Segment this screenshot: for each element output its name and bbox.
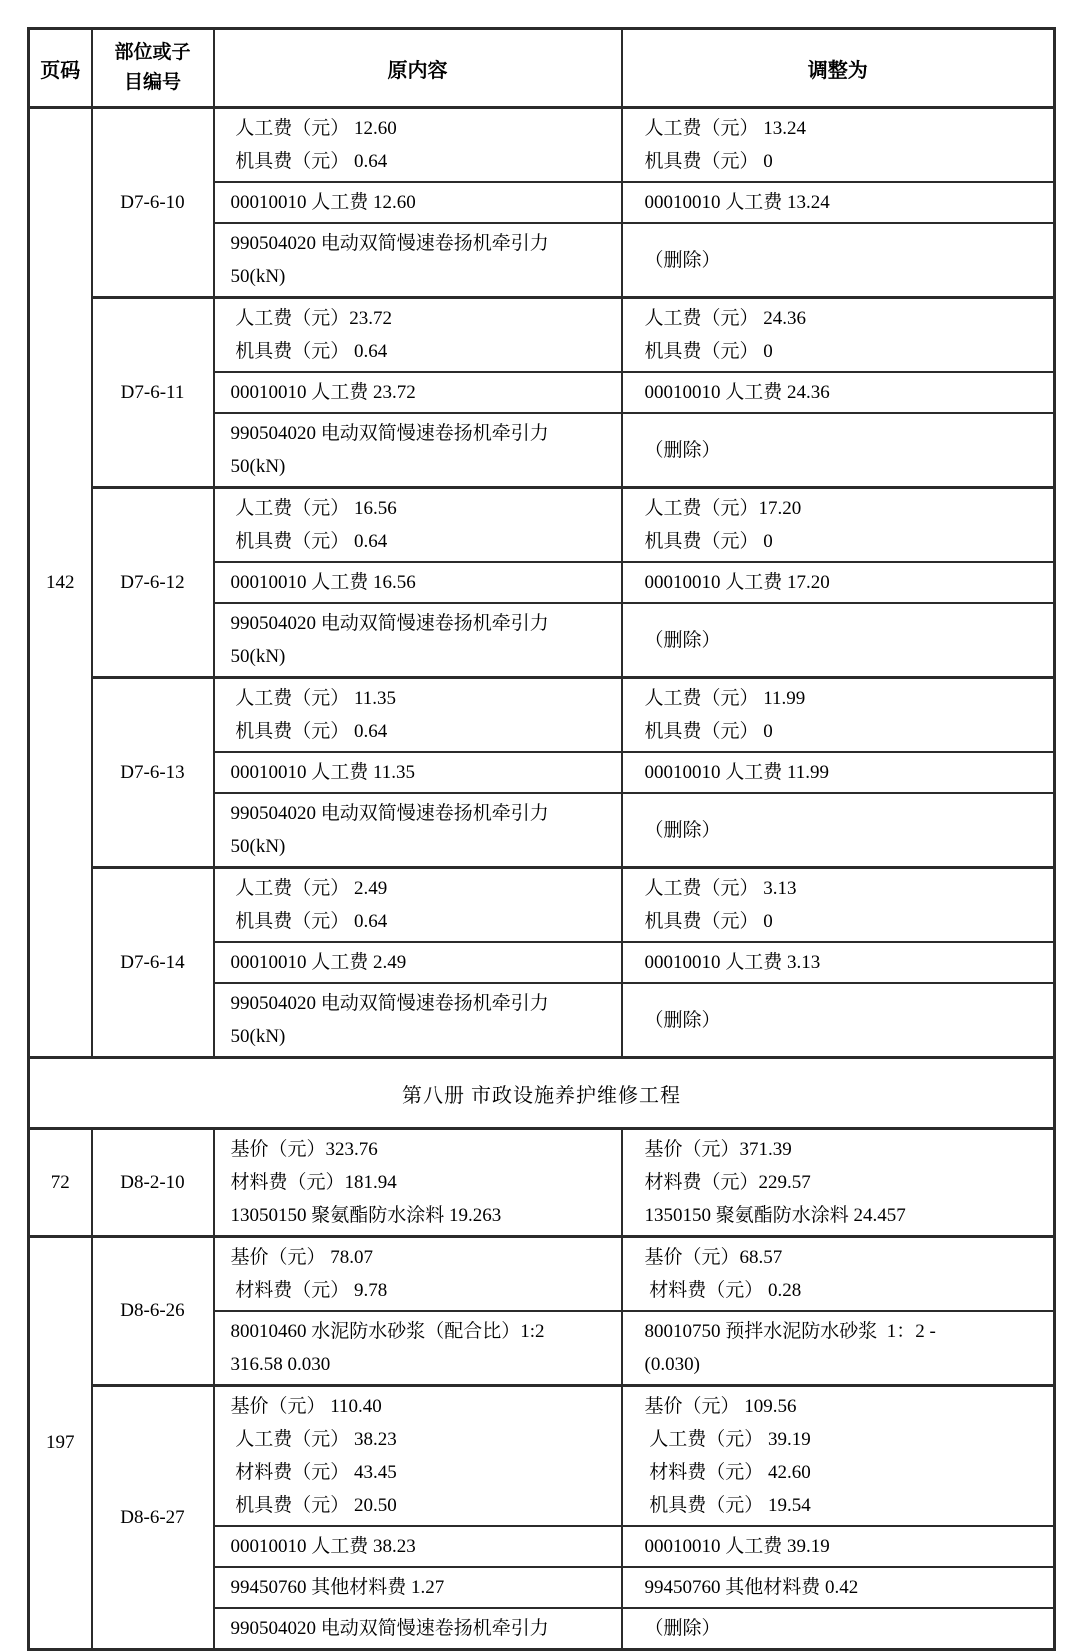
text-line: 00010010 人工费 39.19 [644,1536,830,1557]
section-title: 第八册 市政设施养护维修工程 [29,1058,1055,1129]
original-cell [214,1237,622,1312]
code-cell-d7-6-14: D7-6-14 [92,868,214,1058]
text-line: 00010010 人工费 11.35 [230,762,416,783]
text-line: 990504020 电动双简慢速卷扬机牵引力 [230,993,549,1014]
original-cell [214,942,622,983]
text-line: 人工费（元） 39.19 [644,1429,811,1450]
text-line: 基价（元） 78.07 [230,1247,374,1268]
text-line: 13050150 聚氨酯防水涂料 19.263 [230,1205,502,1226]
text-line: 00010010 人工费 3.13 [644,952,821,973]
text-line: （删除） [644,1009,721,1031]
text-line: 人工费（元） 3.13 [644,878,797,899]
original-cell [214,562,622,603]
adjusted-cell [622,298,1055,373]
text-line: 基价（元）68.57 [644,1247,783,1268]
text-line: 990504020 电动双简慢速卷扬机牵引力 [230,1618,549,1639]
code-cell-d8-2-10: D8-2-10 [92,1129,214,1237]
text-line: 机具费（元） 0 [644,531,773,552]
text-line: （删除） [644,249,721,271]
original-cell [214,372,622,413]
text-line: 人工费（元） 13.24 [644,118,807,139]
text-line: 50(kN) [230,1026,286,1047]
text-line: （删除） [644,439,721,461]
text-line: 部位或子 [114,42,191,63]
code-cell-d8-6-27: D8-6-27 [92,1386,214,1650]
adjusted-cell [622,1526,1055,1567]
text-line: 机具费（元） 0.64 [230,911,388,932]
text-line: 人工费（元）17.20 [644,498,802,519]
text-line: 机具费（元） 0 [644,911,773,932]
text-line: 00010010 人工费 2.49 [230,952,407,973]
adjusted-cell [622,1129,1055,1237]
text-line: 机具费（元） 20.50 [230,1495,397,1516]
text-line: 990504020 电动双简慢速卷扬机牵引力 [230,423,549,444]
text-line: 人工费（元） 11.35 [230,688,397,709]
table-row [29,678,1055,753]
adjusted-cell [622,942,1055,983]
adjusted-cell [622,1608,1055,1650]
adjusted-cell [622,562,1055,603]
header-page: 页码 [29,29,92,108]
text-line: 99450760 其他材料费 1.27 [230,1577,445,1598]
adjusted-cell [622,1567,1055,1608]
text-line: 990504020 电动双简慢速卷扬机牵引力 [230,803,549,824]
original-cell [214,793,622,868]
text-line: 00010010 人工费 23.72 [230,382,416,403]
text-line: 机具费（元） 0 [644,341,773,362]
text-line: 机具费（元） 0.64 [230,721,388,742]
text-line: （删除） [644,1618,721,1639]
adjusted-cell [622,488,1055,563]
text-line: 机具费（元） 0 [644,151,773,172]
code-cell-d7-6-11: D7-6-11 [92,298,214,488]
code-cell-d8-6-26: D8-6-26 [92,1237,214,1386]
original-cell [214,108,622,183]
original-cell [214,603,622,678]
text-line: 材料费（元）229.57 [644,1172,811,1193]
text-line: 99450760 其他材料费 0.42 [644,1577,859,1598]
original-cell [214,182,622,223]
text-line: 材料费（元）181.94 [230,1172,397,1193]
adjusted-cell [622,372,1055,413]
text-line: 材料费（元） 42.60 [644,1462,811,1483]
text-line: 材料费（元） 9.78 [230,1280,388,1301]
adjusted-cell [622,1311,1055,1386]
original-cell [214,1567,622,1608]
text-line: 00010010 人工费 38.23 [230,1536,416,1557]
adjusted-cell [622,793,1055,868]
text-line: 人工费（元） 16.56 [230,498,397,519]
adjusted-cell [622,108,1055,183]
text-line: 基价（元） 109.56 [644,1396,797,1417]
original-cell [214,1129,622,1237]
page-cell-197: 197 [29,1237,92,1650]
original-cell [214,223,622,298]
original-cell [214,752,622,793]
header-adjusted: 调整为 [622,29,1055,108]
text-line: 目编号 [123,72,181,93]
text-line: 机具费（元） 0 [644,721,773,742]
original-cell [214,1608,622,1650]
original-cell [214,1311,622,1386]
text-line: 80010460 水泥防水砂浆（配合比）1:2 [230,1321,545,1342]
text-line: 机具费（元） 0.64 [230,531,388,552]
adjusted-cell [622,603,1055,678]
text-line: 人工费（元）23.72 [230,308,393,329]
text-line: 50(kN) [230,836,286,857]
table-row [29,488,1055,563]
text-line: 00010010 人工费 17.20 [644,572,830,593]
table-row [29,868,1055,943]
table-row [29,108,1055,183]
adjusted-cell [622,678,1055,753]
text-line: 00010010 人工费 24.36 [644,382,830,403]
text-line: 人工费（元） 2.49 [230,878,388,899]
table-row [29,1386,1055,1527]
section-title-row [29,1058,1055,1129]
original-cell [214,298,622,373]
page-cell-142: 142 [29,108,92,1058]
table-row [29,1129,1055,1237]
text-line: 80010750 预拌水泥防水砂浆 1：2 - [644,1321,936,1342]
adjusted-cell [622,1386,1055,1527]
text-line: 1350150 聚氨酯防水涂料 24.457 [644,1205,906,1226]
adjustment-table [27,27,1056,1651]
text-line: 人工费（元） 24.36 [644,308,807,329]
table-row [29,298,1055,373]
header-code [92,29,214,108]
code-cell-d7-6-12: D7-6-12 [92,488,214,678]
text-line: 材料费（元） 0.28 [644,1280,802,1301]
text-line: 00010010 人工费 13.24 [644,192,830,213]
table-row [29,1237,1055,1312]
original-cell [214,488,622,563]
text-line: 00010010 人工费 12.60 [230,192,416,213]
text-line: 机具费（元） 0.64 [230,151,388,172]
adjusted-cell [622,983,1055,1058]
original-cell [214,868,622,943]
text-line: (0.030) [644,1354,700,1375]
page-cell-72: 72 [29,1129,92,1237]
adjusted-cell [622,1237,1055,1312]
text-line: 材料费（元） 43.45 [230,1462,397,1483]
text-line: （删除） [644,629,721,651]
text-line: 990504020 电动双简慢速卷扬机牵引力 [230,613,549,634]
adjusted-cell [622,868,1055,943]
original-cell [214,1526,622,1567]
text-line: （删除） [644,819,721,841]
header-original: 原内容 [214,29,622,108]
text-line: 基价（元）371.39 [644,1139,792,1160]
text-line: 00010010 人工费 11.99 [644,762,830,783]
code-cell-d7-6-10: D7-6-10 [92,108,214,298]
text-line: 基价（元）323.76 [230,1139,378,1160]
text-line: 人工费（元） 12.60 [230,118,397,139]
original-cell [214,413,622,488]
original-cell [214,983,622,1058]
header-row [29,29,1055,108]
code-cell-d7-6-13: D7-6-13 [92,678,214,868]
text-line: 人工费（元） 38.23 [230,1429,397,1450]
original-cell [214,1386,622,1527]
text-line: 00010010 人工费 16.56 [230,572,416,593]
text-line: 基价（元） 110.40 [230,1396,382,1417]
text-line: 人工费（元） 11.99 [644,688,806,709]
text-line: 50(kN) [230,266,286,287]
adjusted-cell [622,752,1055,793]
text-line: 机具费（元） 19.54 [644,1495,811,1516]
text-line: 316.58 0.030 [230,1354,331,1375]
adjusted-cell [622,223,1055,298]
text-line: 50(kN) [230,646,286,667]
adjusted-cell [622,413,1055,488]
text-line: 50(kN) [230,456,286,477]
original-cell [214,678,622,753]
adjusted-cell [622,182,1055,223]
text-line: 机具费（元） 0.64 [230,341,388,362]
text-line: 990504020 电动双简慢速卷扬机牵引力 [230,233,549,254]
